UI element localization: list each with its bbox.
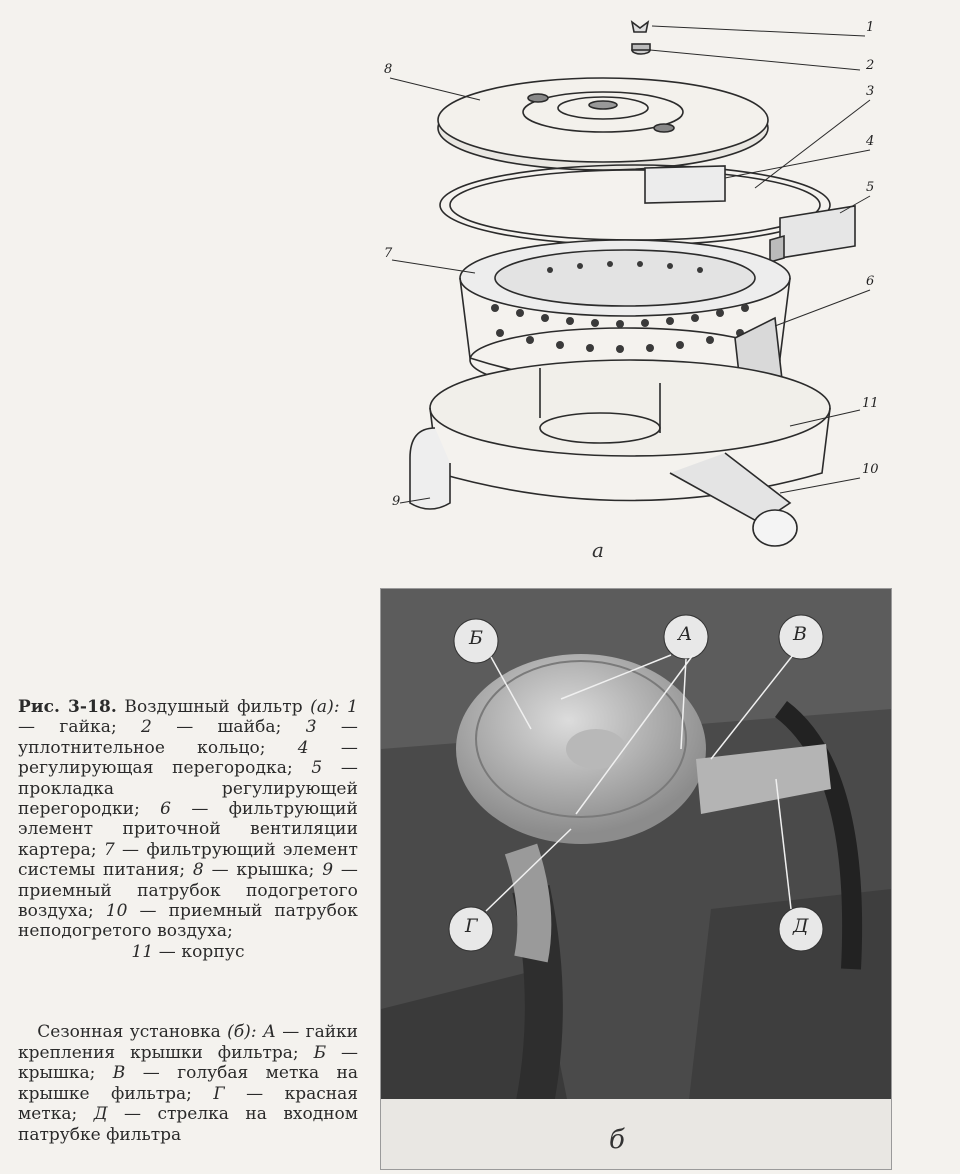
- figure-title: Воздушный фильтр: [124, 697, 303, 717]
- sub-a-ref: (а):: [310, 697, 340, 717]
- item-text: — красная метка;: [18, 1083, 358, 1125]
- item-num: 4: [297, 737, 309, 758]
- item-text: — шайба;: [176, 717, 282, 738]
- callout-10: 10: [862, 462, 879, 477]
- item-num: 9: [322, 860, 334, 881]
- callout-4: 4: [866, 134, 875, 149]
- item-text: — фильтрующий элемент системы питания;: [18, 839, 358, 881]
- item-text: — гайка;: [18, 717, 117, 738]
- marker-B-cover: Б: [469, 627, 483, 649]
- item-text: — крышка;: [18, 1042, 359, 1084]
- item-letter: Г: [213, 1083, 225, 1104]
- item-letter: В: [112, 1063, 126, 1084]
- item-text: — приемный патрубок подогретого воздуха;: [18, 860, 358, 922]
- figure-caption: [18, 697, 358, 962]
- item-letter: А: [262, 1022, 276, 1042]
- photo-illustration: [381, 589, 891, 1169]
- marker-V-blue: В: [793, 623, 807, 645]
- item-num: 7: [103, 839, 115, 860]
- callout-6: 6: [866, 274, 875, 289]
- item-text: — фильтрующий элемент приточной вентиляции картера;: [18, 799, 358, 860]
- callout-2: 2: [866, 58, 875, 73]
- item-num: 1: [347, 697, 358, 717]
- callout-11: 11: [862, 396, 879, 411]
- marker-D-arrow: Д: [793, 915, 809, 937]
- item-text: — крышка;: [211, 860, 315, 881]
- seasonal-intro: Сезонная установка: [37, 1022, 221, 1042]
- item-text: — уплотнительное кольцо;: [18, 717, 358, 758]
- item-text: — регулирующая перегородка;: [18, 737, 358, 779]
- callout-1: 1: [866, 20, 875, 35]
- item-num: 6: [160, 799, 172, 820]
- engine-bay-photo: [380, 588, 892, 1170]
- item-num: 11: [131, 941, 154, 962]
- callout-8: 8: [384, 62, 393, 77]
- caption-last-line: [18, 942, 358, 962]
- item-num: 3: [305, 717, 317, 738]
- item-text: — стрелка на входном патрубке фильтра: [18, 1104, 359, 1145]
- callout-5: 5: [866, 180, 875, 195]
- marker-A-nuts: А: [678, 623, 693, 645]
- item-letter: Д: [93, 1104, 108, 1125]
- item-text: — голубая метка на крышке фильтра;: [18, 1063, 359, 1104]
- item-num: 2: [141, 717, 152, 738]
- item-num: 8: [192, 860, 204, 881]
- sub-b-ref: (б):: [227, 1022, 257, 1042]
- air-filter-exploded-drawing: [370, 8, 890, 568]
- item-text: — приемный патрубок неподогретого воздуха;: [18, 901, 358, 942]
- item-letter: Б: [313, 1042, 327, 1063]
- item-text: — корпус: [158, 941, 245, 962]
- callout-3: 3: [866, 84, 875, 99]
- figure-number: Рис. 3-18.: [18, 697, 117, 717]
- figure-a-sub-label: а: [592, 538, 604, 562]
- item-num: 5: [311, 758, 323, 779]
- item-num: 10: [105, 901, 128, 922]
- callout-9: 9: [392, 494, 401, 509]
- figure-b-sub-label: б: [609, 1125, 625, 1155]
- item-text: — прокладка регулирующей перегородки;: [18, 758, 358, 820]
- seasonal-setup-caption: [18, 1022, 358, 1146]
- marker-G-red: Г: [465, 915, 478, 937]
- callout-7: 7: [384, 246, 393, 261]
- item-text: — гайки крепления крышки фильтра;: [18, 1022, 359, 1063]
